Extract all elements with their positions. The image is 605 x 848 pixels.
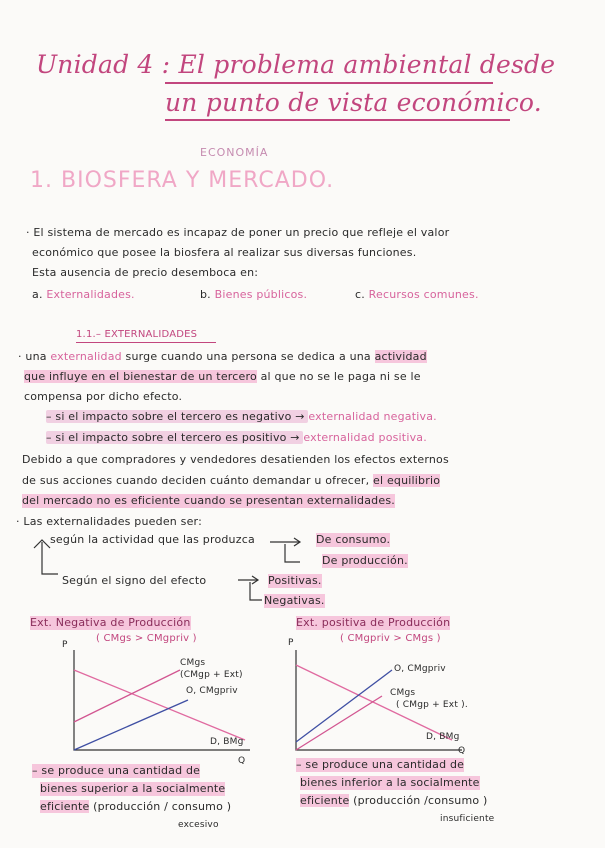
- graph-left-o-label: O, CMgpriv: [186, 686, 238, 696]
- graph-left-note-4: excesivo: [178, 820, 219, 830]
- title-underline-2: [165, 119, 510, 121]
- intro-line-2: económico que posee la biosfera al realizar sus diversas funciones.: [32, 246, 417, 259]
- pos-a: – si el impacto sobre el tercero es positivo →: [46, 431, 304, 444]
- graph-left-note-3: [40, 800, 231, 814]
- graph-left-cmgs-line: [74, 670, 180, 722]
- subsection-underline: [76, 342, 216, 343]
- graph-left-supply-line: [74, 700, 188, 750]
- p1-a: · una: [18, 350, 47, 363]
- intro-line-3: Esta ausencia de precio desemboca en:: [32, 266, 259, 279]
- graph-right-d-label: D, BMg: [426, 732, 460, 742]
- p2-line-3: del mercado no es eficiente cuando se presentan externalidades.: [22, 494, 395, 507]
- graph-left-cmgs-2: (CMgp + Ext): [180, 670, 243, 680]
- graph-right-note-3a: eficiente: [300, 794, 350, 807]
- highlight-actividad: actividad: [374, 350, 427, 363]
- graph-right-cmgs-line: [296, 696, 382, 750]
- option-a-text: Externalidades.: [46, 288, 135, 301]
- highlight-tercero: que influye en el bienestar de un tercero: [24, 370, 257, 383]
- pos-line: [46, 431, 427, 445]
- highlight-equilibrio: el equilibrio: [373, 474, 441, 487]
- option-c-letter: c.: [355, 288, 365, 301]
- title-line-1: Unidad 4 : El problema ambiental desde: [36, 50, 556, 79]
- graph-right-note-3b: (producción /consumo ): [353, 794, 488, 807]
- class1-opt1: De consumo.: [316, 533, 391, 546]
- graph-left-note-1: – se produce una cantidad de: [32, 764, 201, 777]
- class1-label: según la actividad que las produzca: [50, 533, 255, 546]
- option-a: [32, 288, 135, 302]
- p1-c: al que no se le paga ni se le: [260, 370, 421, 383]
- p1-line-2: [24, 370, 421, 384]
- class1-opt2: De producción.: [322, 554, 408, 567]
- p2-b: de sus acciones cuando deciden cuánto demandar u ofrecer,: [22, 474, 370, 487]
- externalidad-negativa: externalidad negativa.: [308, 410, 437, 423]
- graph-left-cmgs-1: CMgs: [180, 658, 206, 668]
- graph-right-note-4: insuficiente: [440, 814, 495, 824]
- graph-left-title: Ext. Negativa de Producción: [30, 616, 191, 629]
- graph-right-cmgs-1: CMgs: [390, 688, 416, 698]
- intro-line-1: · El sistema de mercado es incapaz de poner un precio que refleje el valor: [26, 226, 450, 239]
- neg-a: – si el impacto sobre el tercero es negativo →: [46, 410, 309, 423]
- graph-left-note-3a: eficiente: [40, 800, 90, 813]
- graph-right-x-label: Q: [458, 746, 466, 756]
- class2-opt2: Negativas.: [264, 594, 325, 607]
- subsection-title: 1.1.– EXTERNALIDADES: [76, 329, 198, 340]
- option-b-letter: b.: [200, 288, 211, 301]
- section-title: 1. BIOSFERA Y MERCADO.: [30, 168, 335, 193]
- graph-right-note-1: – se produce una cantidad de: [296, 758, 465, 771]
- graph-left-x-label: Q: [238, 756, 246, 766]
- graph-right-supply-line: [296, 670, 392, 742]
- neg-line: [46, 410, 437, 424]
- term-externalidad: externalidad: [50, 350, 122, 363]
- option-a-letter: a.: [32, 288, 43, 301]
- subject-label: ECONOMÍA: [200, 146, 269, 159]
- graph-left-note-3b: (producción / consumo ): [93, 800, 232, 813]
- class2-label: Según el signo del efecto: [62, 574, 207, 587]
- p2-line-2: [22, 474, 440, 488]
- graph-right-note-3: [300, 794, 488, 808]
- option-b-text: Bienes públicos.: [214, 288, 308, 301]
- p1-line-3: compensa por dicho efecto.: [24, 390, 183, 403]
- option-c-text: Recursos comunes.: [368, 288, 479, 301]
- graph-right-cmgs-2: ( CMgp + Ext ).: [396, 700, 468, 710]
- graph-left-y-label: P: [62, 640, 68, 650]
- graph-left-note-2: bienes superior a la socialmente: [40, 782, 226, 795]
- graph-right-y-label: P: [288, 638, 294, 648]
- graph-right-o-label: O, CMgpriv: [394, 664, 446, 674]
- p3-line: · Las externalidades pueden ser:: [16, 515, 202, 528]
- graph-left-condition: ( CMgs > CMgpriv ): [96, 633, 197, 644]
- graph-right-note-2: bienes inferior a la socialmente: [300, 776, 480, 789]
- option-c: [355, 288, 479, 302]
- title-line-2: un punto de vista económico.: [165, 88, 542, 117]
- p2-line-1: Debido a que compradores y vendedores desatienden los efectos externos: [22, 453, 449, 466]
- graph-right-condition: ( CMgpriv > CMgs ): [340, 633, 441, 644]
- option-b: [200, 288, 307, 302]
- externalidad-positiva: externalidad positiva.: [303, 431, 427, 444]
- p1-b: surge cuando una persona se dedica a una: [125, 350, 371, 363]
- graph-right-title: Ext. positiva de Producción: [296, 616, 451, 629]
- graph-left-d-label: D, BMg: [210, 737, 244, 747]
- class2-opt1: Positivas.: [268, 574, 322, 587]
- title-underline-1: [165, 82, 493, 84]
- p1-line-1: [18, 350, 427, 364]
